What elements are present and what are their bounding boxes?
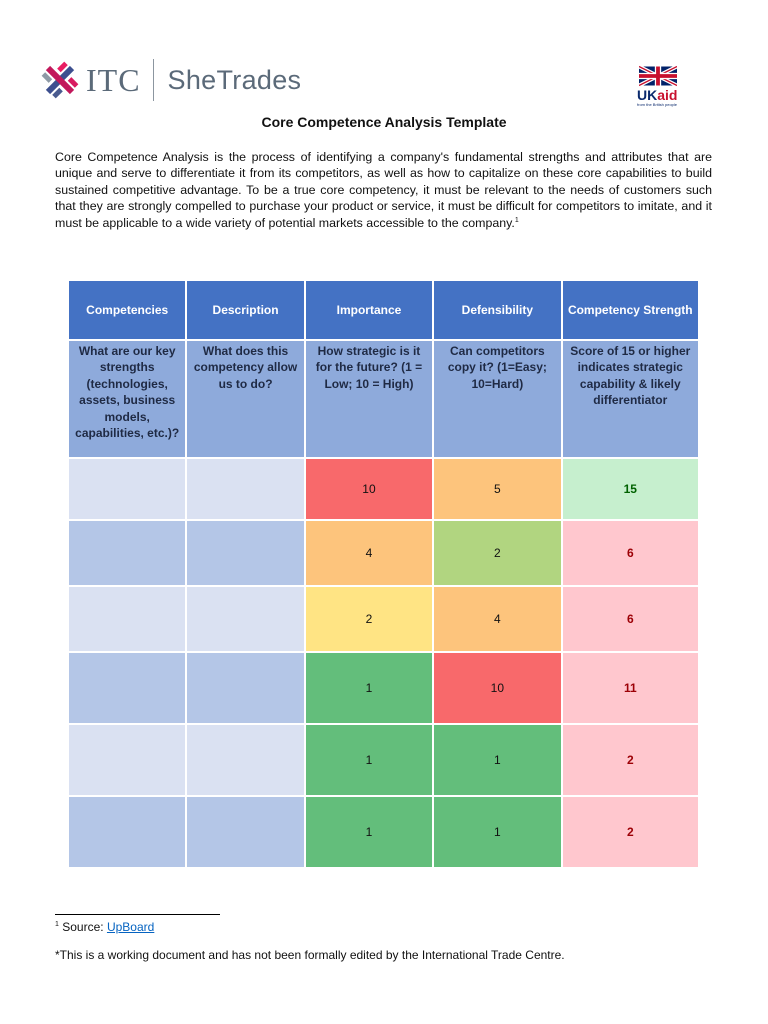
header-defensibility: Defensibility xyxy=(433,280,561,340)
strength-cell[interactable]: 2 xyxy=(562,724,699,796)
logo-divider xyxy=(153,59,154,101)
importance-cell[interactable]: 10 xyxy=(305,458,433,520)
description-cell[interactable] xyxy=(186,520,304,586)
disclaimer: *This is a working document and has not been formally edited by the International Trade Centre. xyxy=(55,948,565,962)
description-cell[interactable] xyxy=(186,586,304,652)
defensibility-cell[interactable]: 1 xyxy=(433,796,561,868)
importance-cell[interactable]: 4 xyxy=(305,520,433,586)
ukaid-wordmark xyxy=(637,88,680,102)
shetrades-logo-text: SheTrades xyxy=(167,64,302,95)
table-row xyxy=(68,586,699,652)
header-competency-strength: Competency Strength xyxy=(562,280,699,340)
competency-cell[interactable] xyxy=(68,652,186,724)
description-cell[interactable] xyxy=(186,724,304,796)
itc-logo-mark-icon xyxy=(40,58,80,102)
description-cell[interactable] xyxy=(186,652,304,724)
intro-paragraph xyxy=(55,149,712,231)
defensibility-cell[interactable]: 1 xyxy=(433,724,561,796)
importance-cell[interactable]: 1 xyxy=(305,796,433,868)
table-row xyxy=(68,458,699,520)
importance-cell[interactable]: 1 xyxy=(305,652,433,724)
footnote xyxy=(55,920,154,934)
table-row xyxy=(68,724,699,796)
guidance-row xyxy=(68,340,699,458)
itc-logo-text: ITC xyxy=(86,61,141,98)
table-header-row xyxy=(68,280,699,340)
defensibility-cell[interactable]: 4 xyxy=(433,586,561,652)
itc-shetrades-logo xyxy=(40,58,301,102)
guidance-strength: Score of 15 or higher indicates strategic capability & likely differentiator xyxy=(562,340,699,458)
importance-cell[interactable]: 2 xyxy=(305,586,433,652)
strength-cell[interactable]: 11 xyxy=(562,652,699,724)
table-row xyxy=(68,652,699,724)
header-importance: Importance xyxy=(305,280,433,340)
table-row xyxy=(68,520,699,586)
footnote-separator xyxy=(55,914,220,915)
ukaid-uk: UK xyxy=(637,87,658,103)
footnote-source-link[interactable]: UpBoard xyxy=(106,920,155,934)
page-title: Core Competence Analysis Template xyxy=(261,114,507,130)
defensibility-cell[interactable]: 2 xyxy=(433,520,561,586)
defensibility-cell[interactable]: 5 xyxy=(433,458,561,520)
ukaid-logo xyxy=(636,64,680,107)
table-row xyxy=(68,796,699,868)
strength-cell[interactable]: 6 xyxy=(562,586,699,652)
core-competence-table xyxy=(67,279,700,869)
guidance-description: What does this competency allow us to do? xyxy=(186,340,304,458)
union-jack-flag-icon xyxy=(639,64,677,88)
header-description: Description xyxy=(186,280,304,340)
strength-cell[interactable]: 15 xyxy=(562,458,699,520)
header-competencies: Competencies xyxy=(68,280,186,340)
strength-cell[interactable]: 6 xyxy=(562,520,699,586)
ukaid-tagline: from the British people xyxy=(637,102,678,107)
competency-cell[interactable] xyxy=(68,796,186,868)
description-cell[interactable] xyxy=(186,796,304,868)
intro-text: Core Competence Analysis is the process of identifying a company's fundamental strengths and attributes that are unique and serve to differentiate it from its competitors, as well as how to capitalize on these core capabilities to build sustained competitive advantage. To be a true core competency, it must be relevant to the needs of customers such that they are strongly compelled to purchase your product or service, it must be difficult for competitors to imitate, and it must be applicable to a wide variety of potential markets accessible to the company. xyxy=(55,150,712,230)
defensibility-cell[interactable]: 10 xyxy=(433,652,561,724)
competency-cell[interactable] xyxy=(68,586,186,652)
table-body xyxy=(68,340,699,868)
strength-cell[interactable]: 2 xyxy=(562,796,699,868)
competency-cell[interactable] xyxy=(68,520,186,586)
footnote-label: Source: xyxy=(62,920,104,934)
description-cell[interactable] xyxy=(186,458,304,520)
competency-cell[interactable] xyxy=(68,458,186,520)
guidance-competencies: What are our key strengths (technologies, assets, business models, capabilities, etc.)? xyxy=(68,340,186,458)
footnote-number: 1 xyxy=(55,921,59,928)
guidance-defensibility: Can competitors copy it? (1=Easy; 10=Hard) xyxy=(433,340,561,458)
ukaid-aid: aid xyxy=(657,87,678,103)
guidance-importance: How strategic is it for the future? (1 = Low; 10 = High) xyxy=(305,340,433,458)
competency-cell[interactable] xyxy=(68,724,186,796)
page-header xyxy=(0,0,768,110)
intro-footnote-ref: 1 xyxy=(514,216,519,224)
importance-cell[interactable]: 1 xyxy=(305,724,433,796)
